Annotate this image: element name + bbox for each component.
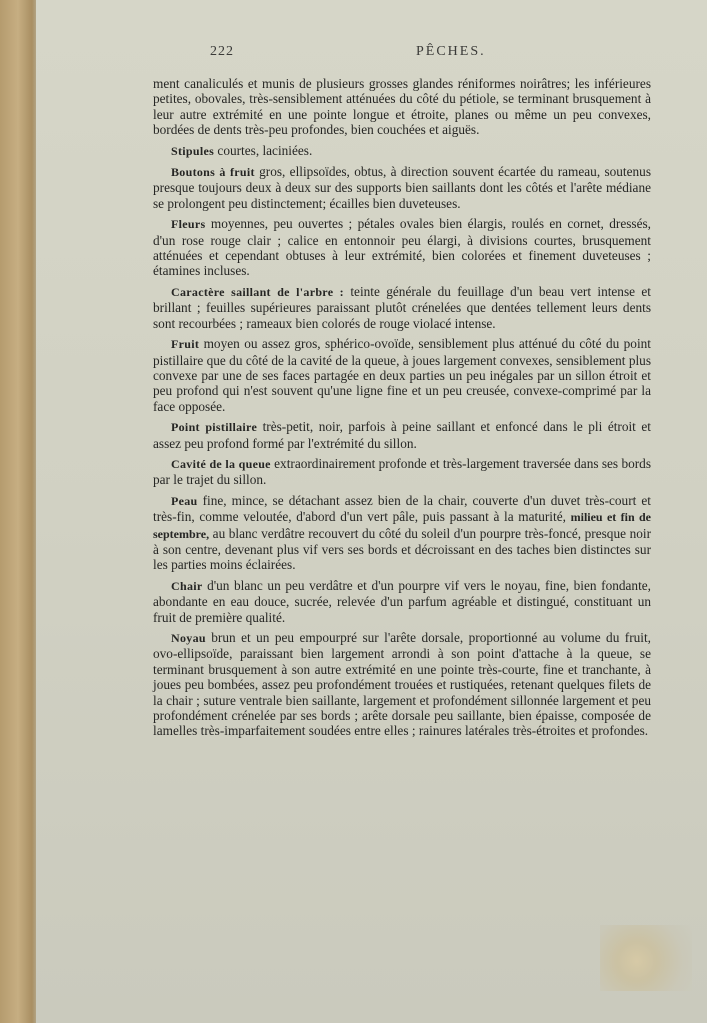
paragraph-lead: Point pistillaire xyxy=(171,420,258,435)
paragraph-peau: Peau fine, mince, se détachant assez bien de la chair, couverte d'un duvet très-court et très-fin, comme veloutée, d'abord d'un vert pâle, puis passant à la maturité, milieu et fin de septembre, au blanc verdâtre recouvert du côté du soleil d'un pourpre très-foncé, presque noir à son centre, devenant plus vif vers ses bords et décroissant en des taches bien distinctes sur les parties moins éclairées. xyxy=(153,492,651,573)
paragraph-continuation: ment canaliculés et munis de plusieurs grosses glandes réniformes noirâtres; les inférieures petites, obovales, très-sensiblement atténuées du côté du pétiole, se terminant brusquement à leur autre extrémité en une pointe longue et étroite, planes ou même un peu convexes, bordées de dents très-peu profondes, bien couchées et aiguës. xyxy=(153,76,651,138)
paragraph-caractere: Caractère saillant de l'arbre : teinte générale du feuillage d'un beau vert intense et brillant ; feuilles supérieures paraissant plutôt crénelées que dentées tellement leurs dents sont recourbées ; rameaux bien colorés de rouge violacé intense. xyxy=(153,283,651,331)
paragraph-noyau: Noyau brun et un peu empourpré sur l'arête dorsale, proportionné au volume du fruit, ovo-ellipsoïde, paraissant bien largement arrondi à son point d'attache à la queue, se terminant brusquement à son autre extrémité en une pointe très-courte, fine et tranchante, à joues peu bombées, assez peu profondément trouées et rustiquées, retenant quelques filets de la chair ; suture ventrale bien saillante, largement et profondément sillonnée largement et peu profondément crénelée par ses bords ; arête dorsale peu saillante, bien épaisse, composée de lamelles très-imparfaitement soudées entre elles ; rainures latérales très-étroites et profondes. xyxy=(153,630,651,739)
book-spine xyxy=(0,0,40,1023)
paragraph-lead: Noyau xyxy=(171,631,206,645)
paragraph-stipules: Stipules courtes, laciniées. xyxy=(171,142,313,158)
paragraph-fruit: Fruit moyen ou assez gros, sphérico-ovoïde, sensiblement plus atténué du côté du point pistillaire que du côté de la cavité de la queue, à joues largement convexes, sensiblement plus convexe par une de ses faces partagée en deux parties un peu inégales par un sillon étroit et peu profond qui n'est souvent qu'une ligne fine et un peu creusée, convexe-comprimé par la face opposée. xyxy=(153,336,651,414)
paragraph-lead: Peau xyxy=(171,493,198,508)
paper-stain xyxy=(600,925,692,991)
running-title: PÊCHES. xyxy=(416,44,486,59)
paragraph-point-pistillaire: Point pistillaire très-petit, noir, parfois à peine saillant et enfoncé dans le pli étroit et assez peu profond formé par l'extrémité du sillon. xyxy=(153,419,651,451)
paragraph-lead: Stipules xyxy=(171,143,215,158)
ripening-period: milieu et fin de septembre, xyxy=(153,510,651,541)
paragraph-boutons: Boutons à fruit gros, ellipsoïdes, obtus, à direction souvent écartée du rameau, soutenus presque toujours deux à deux sur des supports bien saillants dont les côtés et l'arête médiane se prolongent peu distinctement; écailles bien duveteuses. xyxy=(153,164,651,211)
paragraph-fleurs: Fleurs moyennes, peu ouvertes ; pétales ovales bien élargis, roulés en cornet, dressés, d'un rose rouge clair ; calice en entonnoir peu élargi, à divisions courtes, brusquement atténuées et cependant obtuses à leur extrémité, bien colorées et finement duveteuses ; étamines incluses. xyxy=(153,216,651,279)
paragraph-lead: Chair xyxy=(171,578,203,593)
paragraph-lead: Fleurs xyxy=(171,217,206,232)
paragraph-chair: Chair d'un blanc un peu verdâtre et d'un pourpre vif vers le noyau, fine, bien fondante, abondante en eau douce, sucrée, relevée d'un parfum agréable et distingué, constituant un fruit de première qualité. xyxy=(153,577,651,625)
page-header xyxy=(210,44,550,66)
page-number: 222 xyxy=(210,44,234,59)
paragraph-lead: Caractère saillant de l'arbre : xyxy=(171,284,344,299)
paragraph-lead: Fruit xyxy=(171,337,200,352)
paragraph-lead: Cavité de la queue xyxy=(171,456,271,471)
body-text xyxy=(153,76,651,744)
paragraph-lead: Boutons à fruit xyxy=(171,165,255,180)
paragraph-cavite: Cavité de la queue extraordinairement profonde et très-largement traversée dans ses bords par le trajet du sillon. xyxy=(153,455,652,488)
